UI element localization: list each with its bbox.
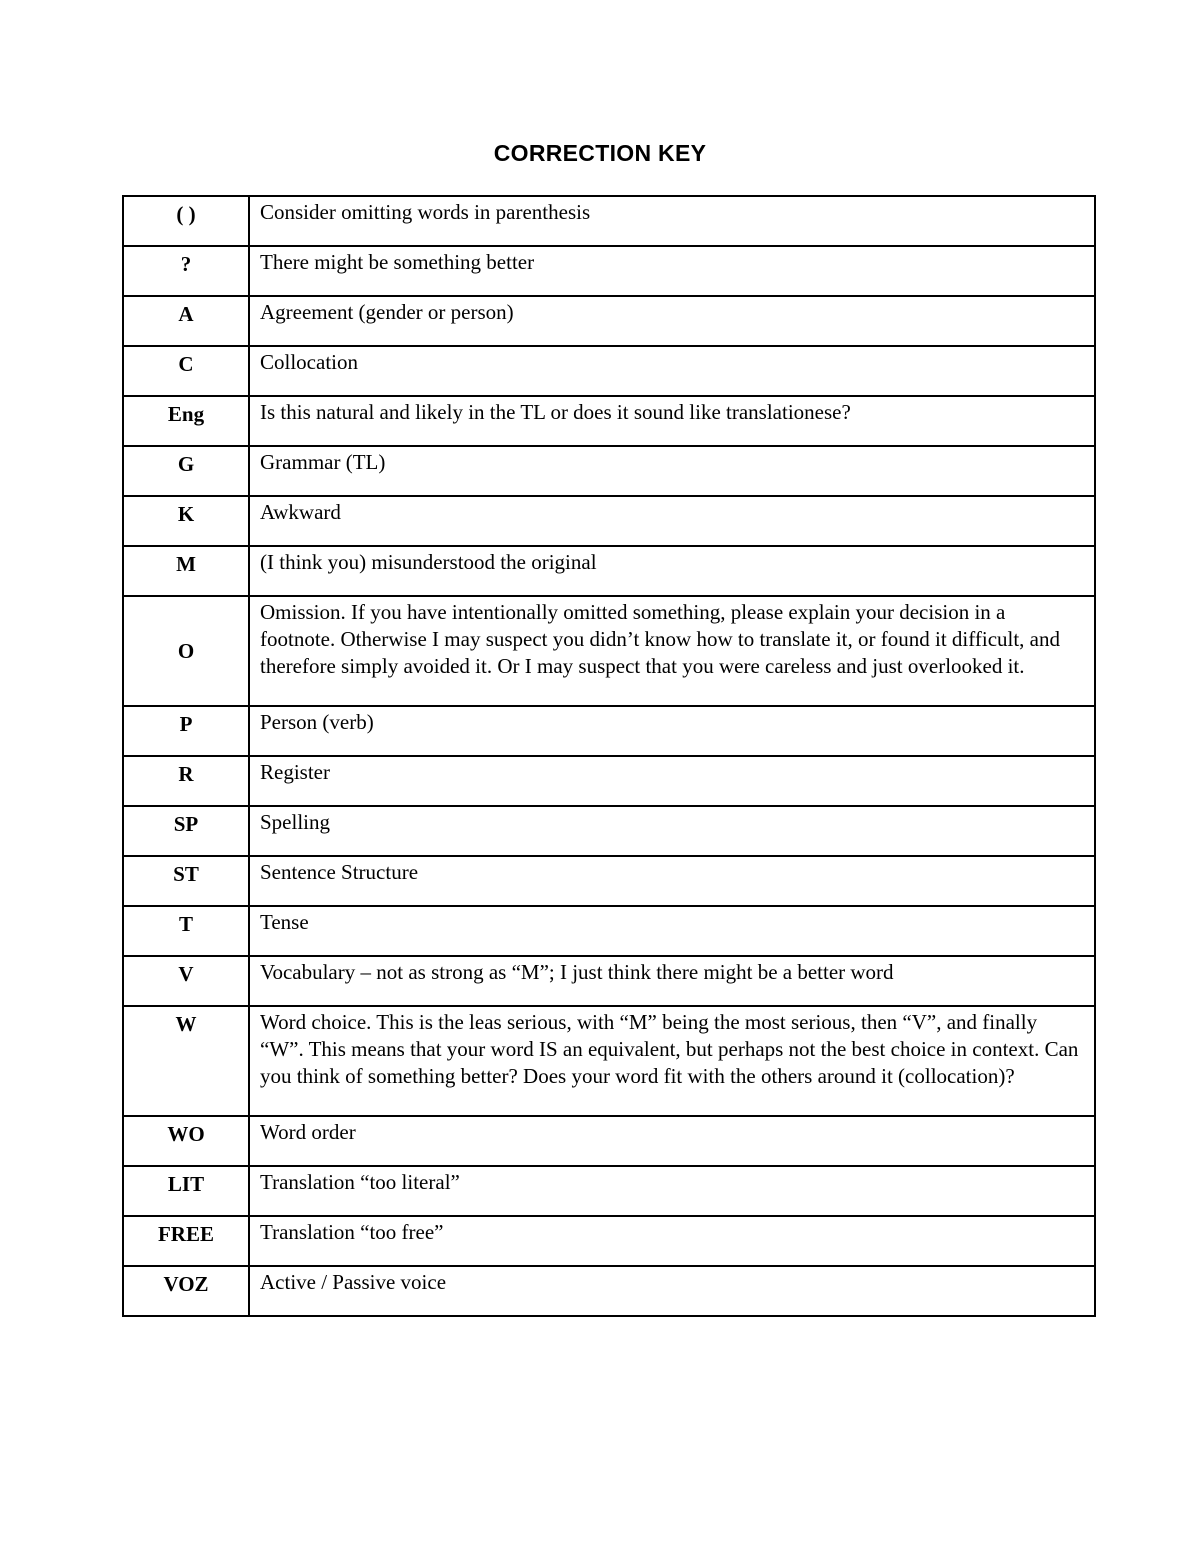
code-cell: W (123, 1006, 249, 1116)
code-cell: ( ) (123, 196, 249, 246)
description-cell: (I think you) misunderstood the original (249, 546, 1095, 596)
code-cell: ST (123, 856, 249, 906)
description-cell: Grammar (TL) (249, 446, 1095, 496)
table-row (123, 546, 1095, 596)
table-row (123, 1266, 1095, 1316)
description-cell: Tense (249, 906, 1095, 956)
description-cell: Person (verb) (249, 706, 1095, 756)
code-cell: M (123, 546, 249, 596)
code-cell: R (123, 756, 249, 806)
code-cell: WO (123, 1116, 249, 1166)
description-cell: Active / Passive voice (249, 1266, 1095, 1316)
table-row (123, 196, 1095, 246)
code-cell: C (123, 346, 249, 396)
code-cell: LIT (123, 1166, 249, 1216)
code-cell: SP (123, 806, 249, 856)
description-cell: Register (249, 756, 1095, 806)
code-cell: P (123, 706, 249, 756)
table-row (123, 756, 1095, 806)
table-row (123, 1216, 1095, 1266)
description-cell: Spelling (249, 806, 1095, 856)
code-cell: O (123, 596, 249, 706)
table-row (123, 1166, 1095, 1216)
description-cell: Omission. If you have intentionally omitted something, please explain your decision in a footnote. Otherwise I may suspect you didn’t know how to translate it, or found it difficult, and therefore simply avoided it. Or I may suspect that you were careless and just overlooked it. (249, 596, 1095, 706)
table-row (123, 956, 1095, 1006)
description-cell: Translation “too free” (249, 1216, 1095, 1266)
table-row (123, 906, 1095, 956)
table-row (123, 856, 1095, 906)
table-row (123, 396, 1095, 446)
table-row (123, 596, 1095, 706)
code-cell: A (123, 296, 249, 346)
table-row (123, 246, 1095, 296)
code-cell: VOZ (123, 1266, 249, 1316)
description-cell: Consider omitting words in parenthesis (249, 196, 1095, 246)
description-cell: Is this natural and likely in the TL or does it sound like translationese? (249, 396, 1095, 446)
correction-key-table (122, 195, 1096, 1317)
table-row (123, 496, 1095, 546)
table-row (123, 346, 1095, 396)
table-row (123, 806, 1095, 856)
code-cell: Eng (123, 396, 249, 446)
description-cell: There might be something better (249, 246, 1095, 296)
code-cell: T (123, 906, 249, 956)
table-row (123, 446, 1095, 496)
code-cell: K (123, 496, 249, 546)
description-cell: Vocabulary – not as strong as “M”; I just think there might be a better word (249, 956, 1095, 1006)
description-cell: Translation “too literal” (249, 1166, 1095, 1216)
description-cell: Collocation (249, 346, 1095, 396)
table-row (123, 706, 1095, 756)
code-cell: G (123, 446, 249, 496)
code-cell: ? (123, 246, 249, 296)
description-cell: Word order (249, 1116, 1095, 1166)
table-row (123, 1116, 1095, 1166)
description-cell: Awkward (249, 496, 1095, 546)
code-cell: V (123, 956, 249, 1006)
code-cell: FREE (123, 1216, 249, 1266)
description-cell: Agreement (gender or person) (249, 296, 1095, 346)
page-title: CORRECTION KEY (493, 140, 707, 166)
description-cell: Sentence Structure (249, 856, 1095, 906)
table-row (123, 1006, 1095, 1116)
description-cell: Word choice. This is the leas serious, with “M” being the most serious, then “V”, and finally “W”. This means that your word IS an equivalent, but perhaps not the best choice in context. Can you think of something better? Does your word fit with the others around it (collocation)? (249, 1006, 1095, 1116)
table-row (123, 296, 1095, 346)
